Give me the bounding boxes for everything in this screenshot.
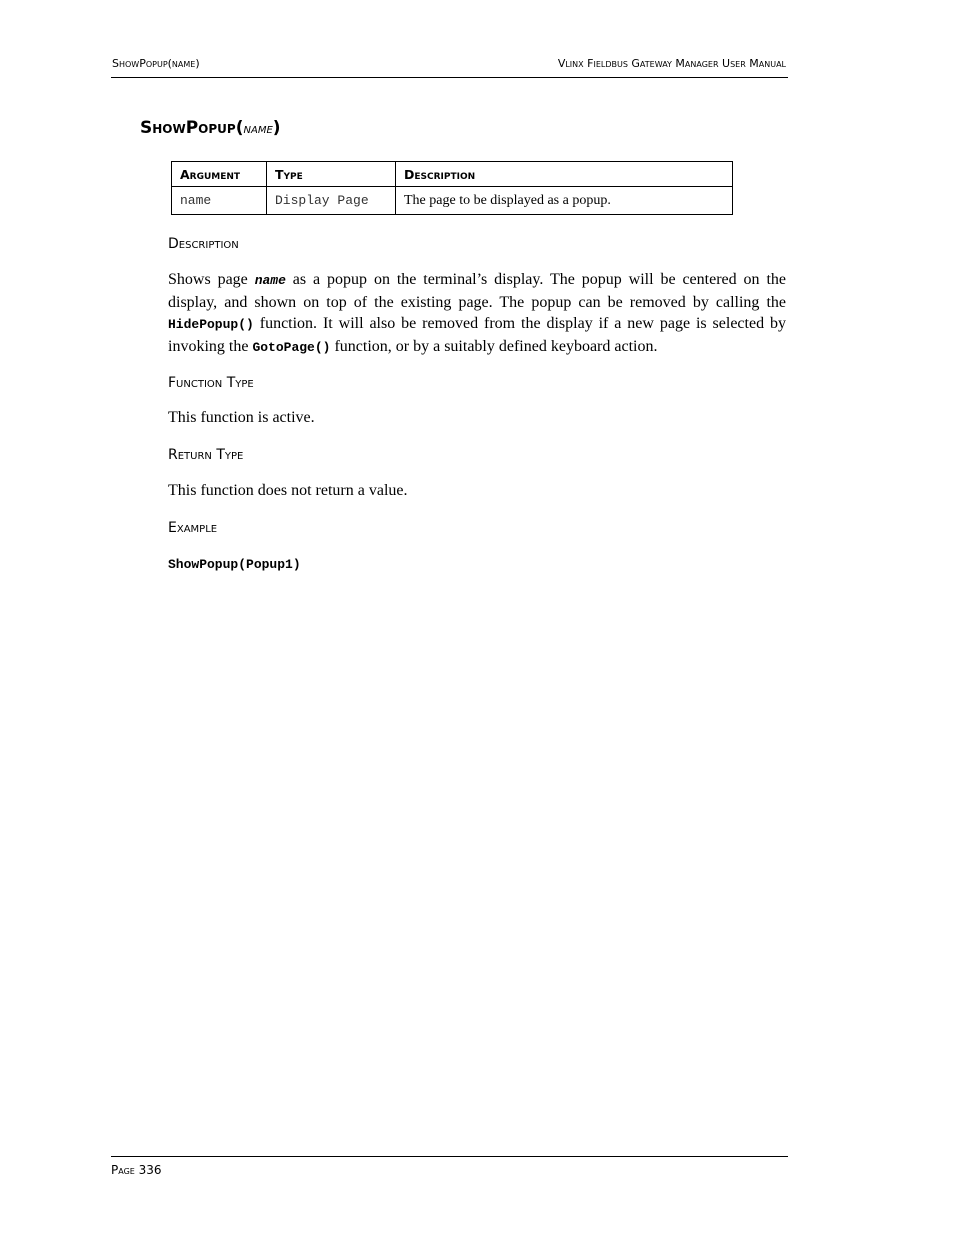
description-heading: Description xyxy=(168,236,239,252)
title-suffix: ) xyxy=(272,118,281,138)
column-header-type: Type xyxy=(267,162,396,187)
arguments-table xyxy=(171,161,733,215)
return-type-heading: Return Type xyxy=(168,447,244,463)
description-text-2: as a popup on the terminal’s display. The popup will be centered on the display, and shown on top of the existing page. The popup can be removed by calling the xyxy=(168,271,786,311)
title-prefix: ShowPopup( xyxy=(140,118,244,138)
function-type-text: This function is active. xyxy=(168,409,315,426)
code-gotopage: GotoPage() xyxy=(252,339,331,355)
header-manual-title: Vlinx Fieldbus Gateway Manager User Manual xyxy=(557,57,786,70)
example-code: ShowPopup(Popup1) xyxy=(168,557,301,572)
cell-type: Display Page xyxy=(267,187,396,215)
page-footer xyxy=(111,1156,788,1177)
table-header-row xyxy=(172,162,733,187)
description-paragraph xyxy=(168,269,786,358)
cell-description: The page to be displayed as a popup. xyxy=(396,187,733,215)
code-name: name xyxy=(254,273,286,288)
header-section-title: ShowPopup(name) xyxy=(112,57,200,70)
description-text-3: function. It will also be removed from the display if a new page is selected by invoking the xyxy=(168,315,786,355)
footer-page-number: 336 xyxy=(138,1163,162,1177)
cell-argument: name xyxy=(172,187,267,215)
description-text-1: Shows page xyxy=(168,271,255,288)
example-heading: Example xyxy=(168,520,218,536)
column-header-description: Description xyxy=(396,162,733,187)
table-row xyxy=(172,187,733,215)
description-text-4: function, or by a suitably defined keyboard action. xyxy=(330,337,658,355)
column-header-argument: Argument xyxy=(172,162,267,187)
page-title xyxy=(140,118,281,138)
title-argument: name xyxy=(243,121,273,137)
function-type-heading: Function Type xyxy=(168,375,254,391)
code-hidepopup: HidePopup() xyxy=(168,317,254,333)
page-header xyxy=(111,56,788,78)
return-type-text: This function does not return a value. xyxy=(168,482,408,499)
footer-page-label: Page xyxy=(111,1163,135,1177)
